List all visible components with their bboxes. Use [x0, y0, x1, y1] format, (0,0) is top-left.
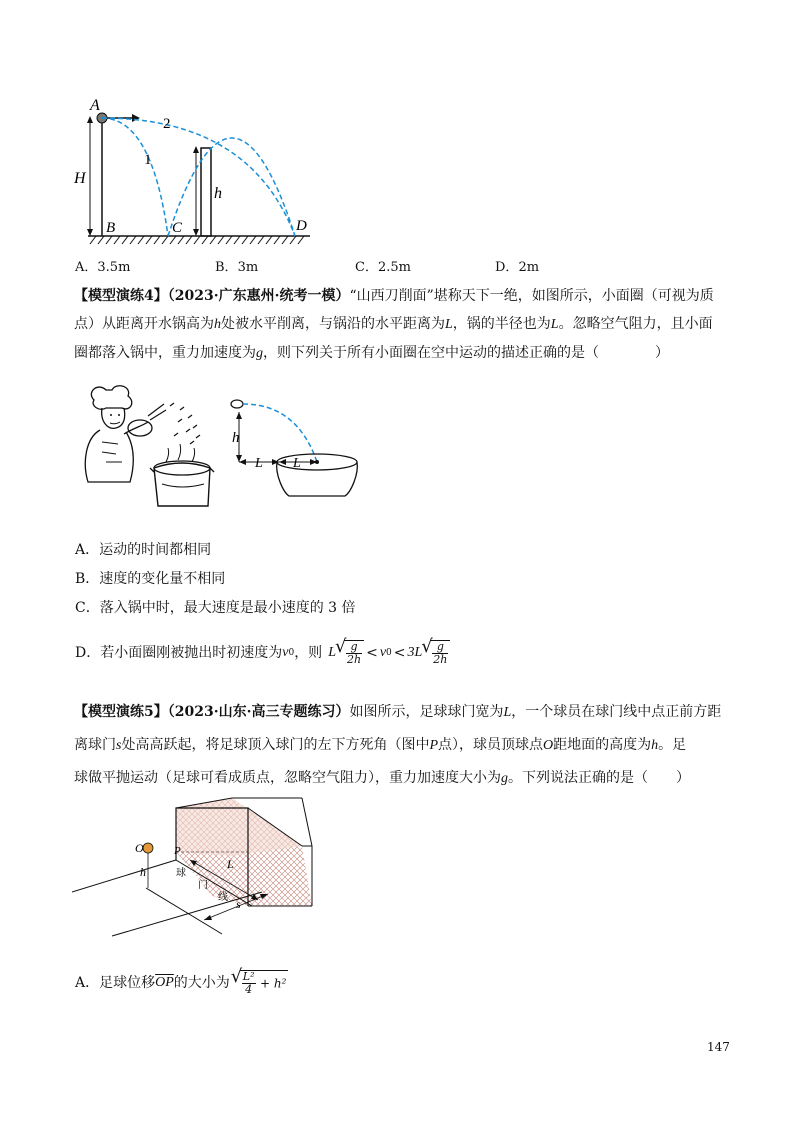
option-a: A．3.5m	[75, 260, 131, 275]
label-C: C	[172, 220, 183, 236]
label-xian: 线	[218, 892, 228, 903]
label-L2: L	[293, 456, 301, 471]
soccer-goal-figure	[72, 796, 332, 946]
projectile-figure	[70, 90, 330, 250]
question-5-stem: 【模型演练5】（2023·山东·高三专题练习）如图所示，足球球门宽为L，一个球员在球门线中点正前方距 离球门s处高高跃起，将足球顶入球门的左下方死角（图中P点），球员顶球点O距地面的高度为h。足 球做平抛运动（足球可看成质点，忽略空气阻力），重力加速度大小为g。下列说法正确的是（ ）	[74, 704, 722, 786]
label-D: D	[296, 218, 307, 234]
pot-diagram	[225, 390, 365, 510]
label-qiu: 球	[176, 868, 186, 879]
label-path1: 1	[144, 152, 152, 168]
option-c: C．2.5m	[355, 260, 411, 275]
label-s: s	[236, 897, 241, 911]
label-H: H	[74, 170, 86, 187]
label-L: L	[227, 857, 234, 871]
option-b: B．3m	[215, 260, 259, 275]
q4-option-b: B．速度的变化量不相同	[75, 571, 226, 587]
label-P: P	[174, 845, 181, 857]
option-d: D．2m	[495, 260, 540, 275]
q4-option-d: D．若小面圈刚被抛出时初速度为 v 0 ，则 L √ $\frac{g}{2h}$ < v 0 < 3L √ $\frac{g}{2h}$	[75, 640, 450, 666]
label-h: h	[232, 430, 240, 446]
label-h: h	[140, 865, 146, 879]
q4-option-c: C．落入锅中时，最大速度是最小速度的 3 倍	[75, 600, 356, 616]
question-4-stem: 【模型演练4】（2023·广东惠州·统考一模）“山西刀削面”堪称天下一绝，如图所示，小面圈（可视为质 点）从距离开水锅高为h处被水平削离，与锅沿的水平距离为L，锅的半径也为L。忽略空气阻力，且小面 圈都落入锅中，重力加速度为g，则下列关于所有小面圈在空中运动的描述正确的是（ ）	[74, 288, 714, 361]
q4-option-a: A．运动的时间都相同	[75, 542, 212, 558]
label-path2: 2	[163, 116, 171, 132]
page-number: 147	[707, 1040, 730, 1054]
label-O: O	[135, 841, 144, 855]
noodle-chef-figure	[78, 382, 228, 512]
label-men: 门	[198, 880, 208, 891]
q5-option-a: A．足球位移 $\overline{OP}$ 的大小为 √ $\frac{\text{L²}}{4}$ + h²	[75, 970, 288, 996]
label-h: h	[214, 185, 222, 202]
previous-options	[75, 256, 635, 275]
label-B: B	[106, 220, 116, 236]
label-L1: L	[255, 456, 263, 471]
label-A: A	[90, 97, 100, 114]
